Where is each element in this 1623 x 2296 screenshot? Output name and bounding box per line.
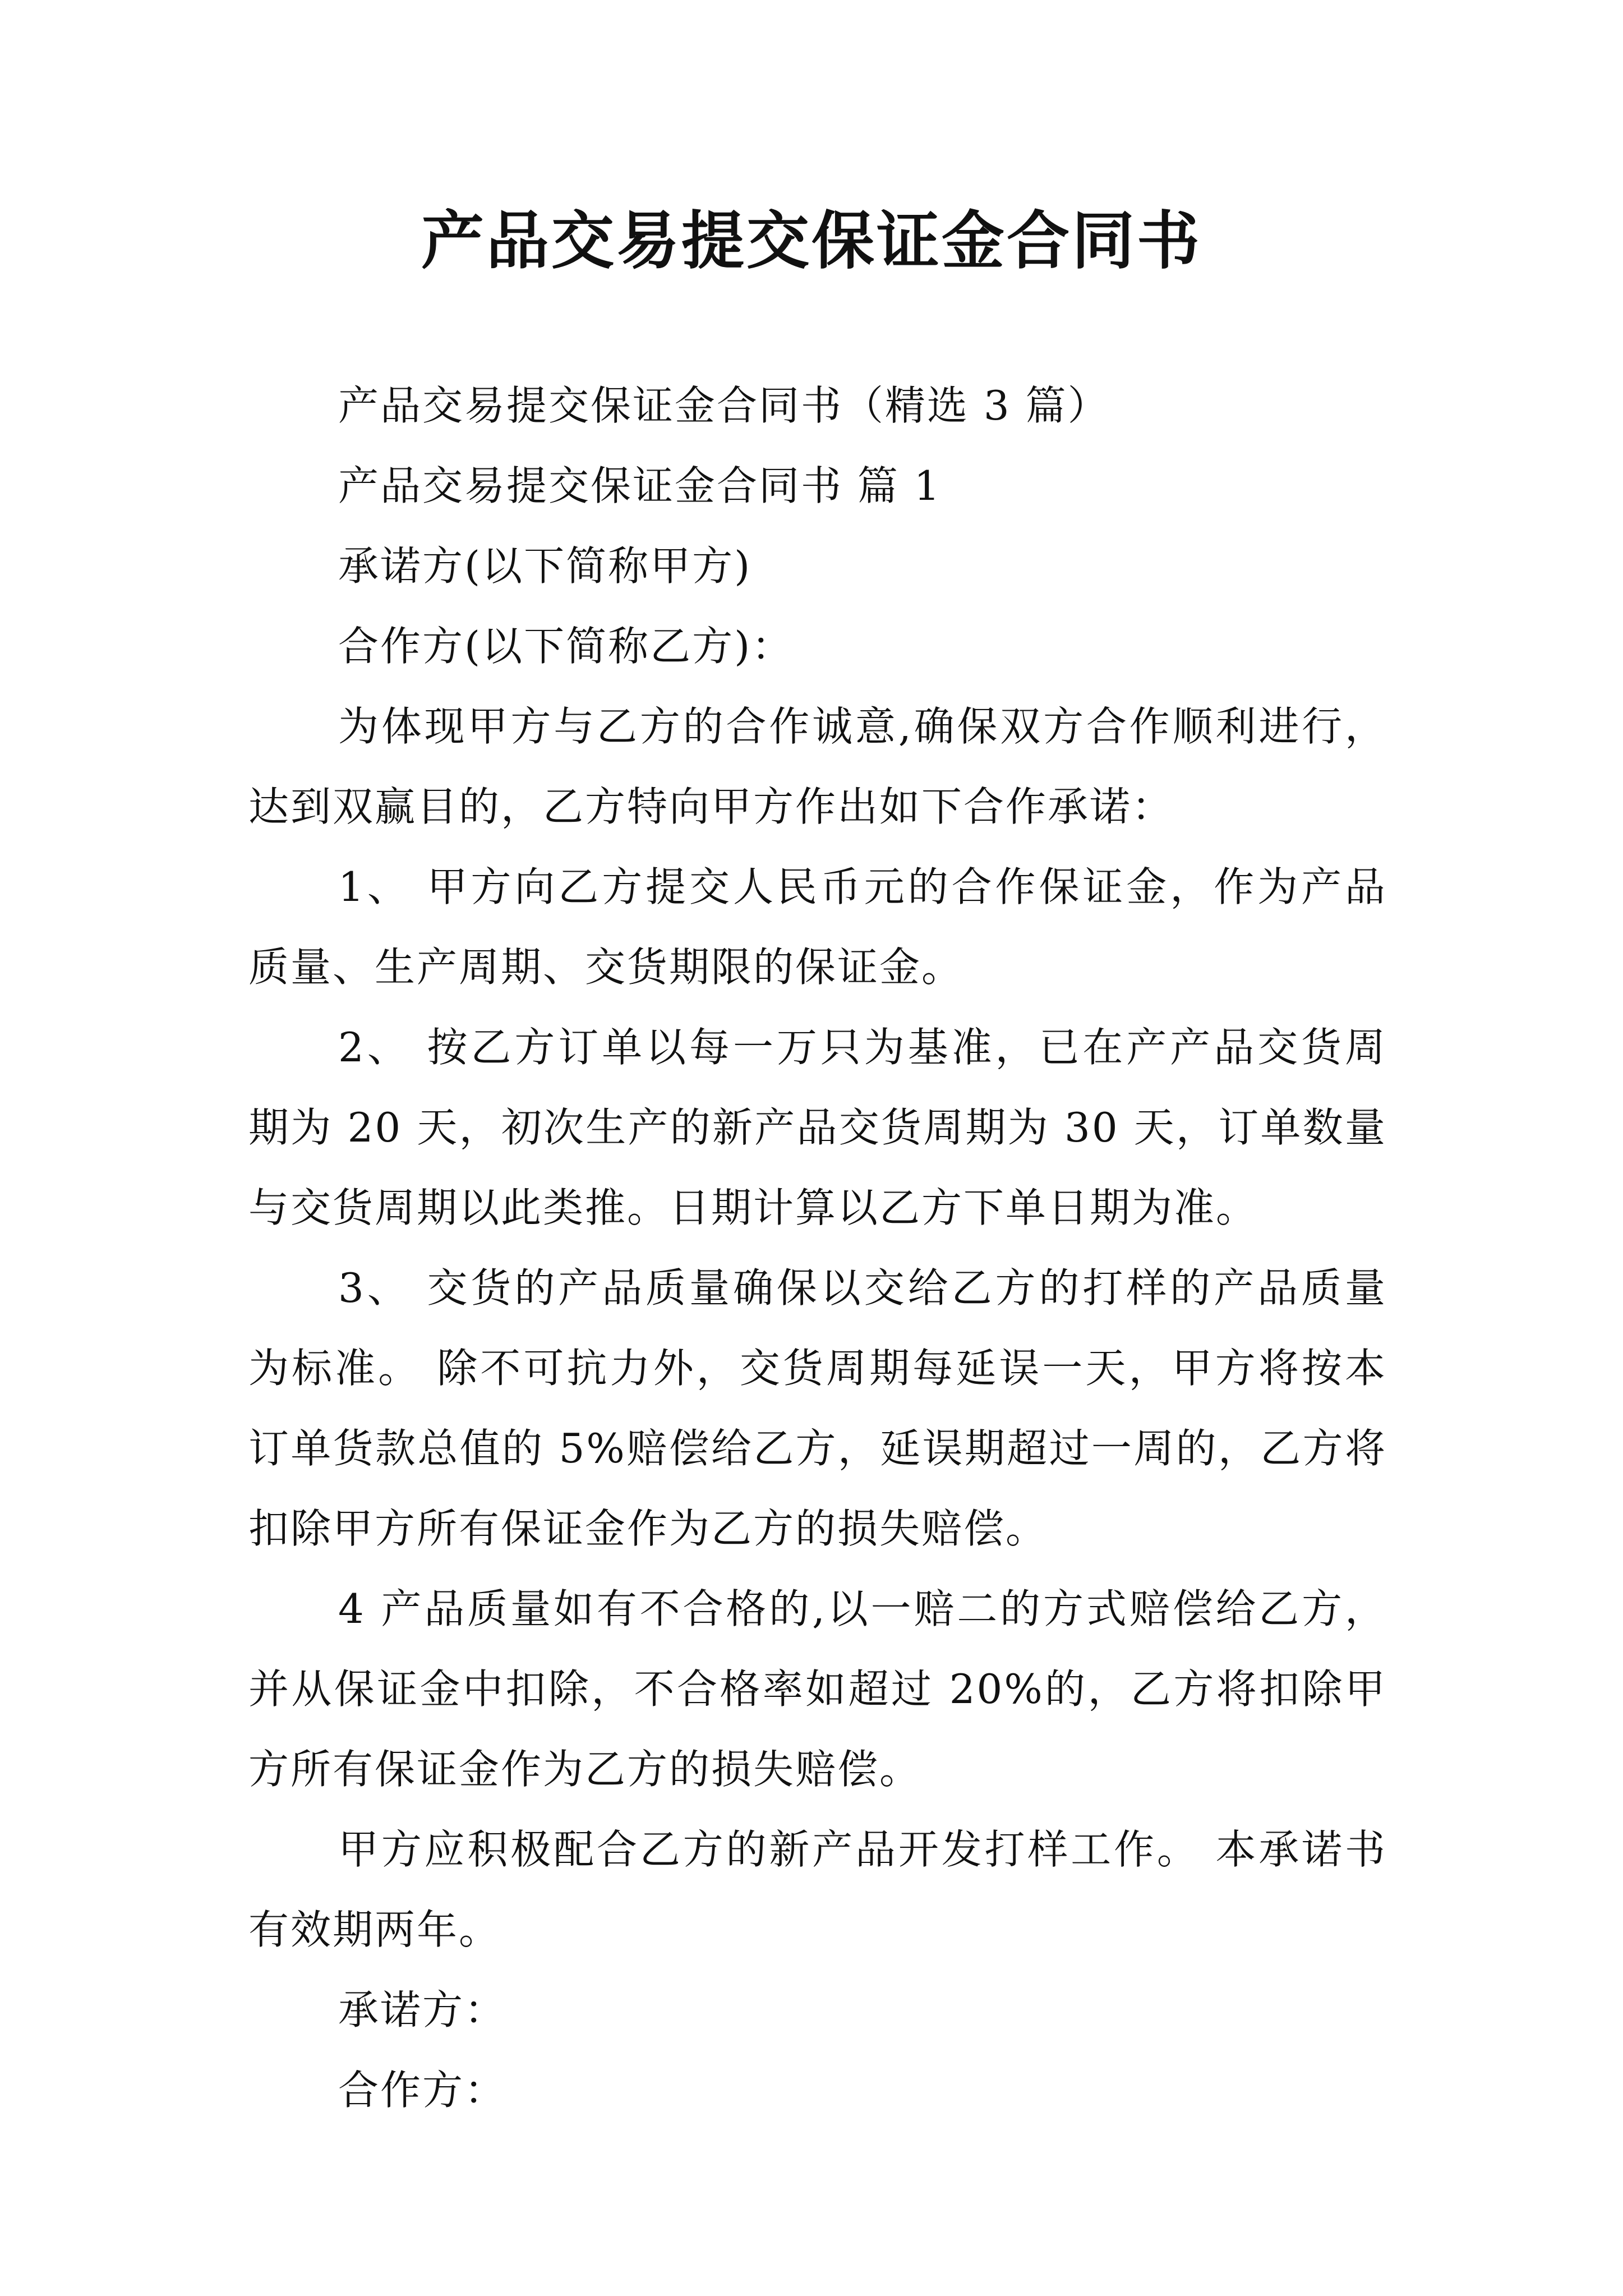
clause-1: 1、 甲方向乙方提交人民币元的合作保证金，作为产品质量、生产周期、交货期限的保证金。 <box>248 863 1387 991</box>
document-body <box>248 366 1387 2131</box>
signature-party-b: 合作方： <box>338 2067 507 2114</box>
heading-part-1: 产品交易提交保证金合同书 篇 1 <box>338 462 942 509</box>
heading-collection: 产品交易提交保证金合同书（精选 3 篇） <box>338 382 1110 429</box>
clause-4: 4 产品质量如有不合格的,以一赔二的方式赔偿给乙方，并从保证金中扣除，不合格率如超过 20%的，乙方将扣除甲方所有保证金作为乙方的损失赔偿。 <box>248 1585 1387 1793</box>
party-b-line: 合作方(以下简称乙方)： <box>338 623 794 670</box>
clause-2: 2、 按乙方订单以每一万只为基准，已在产产品交货周期为 20 天，初次生产的新产品交货周期为 30 天，订单数量与交货周期以此类推。日期计算以乙方下单日期为准。 <box>248 1024 1387 1231</box>
document-title: 产品交易提交保证金合同书 <box>421 204 1202 278</box>
signature-party-a: 承诺方： <box>338 1986 507 2033</box>
intro-paragraph: 为体现甲方与乙方的合作诚意,确保双方合作顺利进行，达到双赢目的，乙方特向甲方作出如下合作承诺： <box>248 703 1387 830</box>
validity-paragraph: 甲方应积极配合乙方的新产品开发打样工作。 本承诺书有效期两年。 <box>248 1826 1387 1953</box>
clause-3: 3、 交货的产品质量确保以交给乙方的打样的产品质量为标准。 除不可抗力外，交货周期每延误一天，甲方将按本订单货款总值的 5%赔偿给乙方，延误期超过一周的，乙方将扣除甲方所有保证金作为乙方的损失赔偿。 <box>248 1264 1387 1552</box>
party-a-line: 承诺方(以下简称甲方) <box>338 542 752 590</box>
